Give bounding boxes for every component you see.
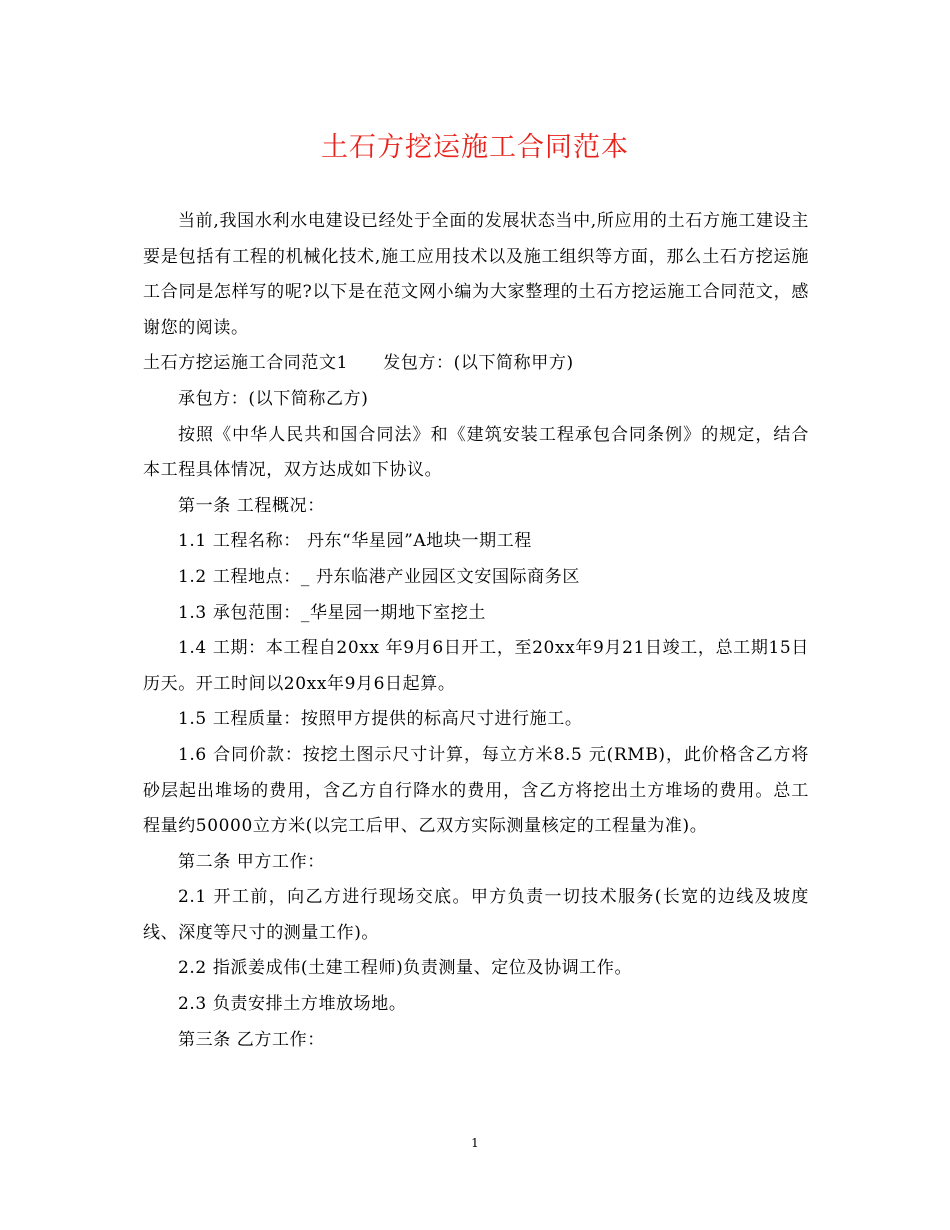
intro-paragraph: 当前,我国水利水电建设已经处于全面的发展状态当中,所应用的土石方施工建设主要是包括有工程的机械化技术,施工应用技术以及施工组织等方面，那么土石方挖运施工合同是怎样写的呢?以下是在范文网小编为大家整理的土石方挖运施工合同范文，感谢您的阅读。 <box>143 211 809 338</box>
page-number: 1 <box>471 1136 479 1150</box>
clause-1-5: 1.5 工程质量：按照甲方提供的标高尺寸进行施工。 <box>178 709 583 730</box>
contractor-line: 承包方：(以下简称乙方) <box>178 388 369 409</box>
article-3-heading: 第三条 乙方工作： <box>178 1029 325 1050</box>
clause-1-2: 1.2 工程地点：_ 丹东临港产业园区文安国际商务区 <box>178 566 580 587</box>
article-2-heading: 第二条 甲方工作： <box>178 851 325 872</box>
clause-1-6: 1.6 合同价款：按挖土图示尺寸计算，每立方米8.5 元(RMB)，此价格含乙方将砂层起出堆场的费用，含乙方自行降水的费用，含乙方将挖出土方堆场的费用。总工程量约50000立方米(以完工后甲、乙双方实际测量核定的工程量为准)。 <box>143 744 809 837</box>
clause-2-3: 2.3 负责安排土方堆放场地。 <box>178 994 407 1015</box>
clause-1-3: 1.3 承包范围：_华星园一期地下室挖土 <box>178 602 486 623</box>
article-1-heading: 第一条 工程概况： <box>178 495 325 516</box>
document-title: 土石方挖运施工合同范本 <box>321 132 629 163</box>
document-body <box>143 204 809 1058</box>
legal-basis-paragraph: 按照《中华人民共和国合同法》和《建筑安装工程承包合同条例》的规定，结合本工程具体情况，双方达成如下协议。 <box>143 424 809 481</box>
clause-1-1: 1.1 工程名称： 丹东“华星园”A地块一期工程 <box>178 531 532 552</box>
clause-2-1: 2.1 开工前，向乙方进行现场交底。甲方负责一切技术服务(长宽的边线及坡度线、深度等尺寸的测量工作)。 <box>143 887 809 943</box>
sample-heading-line: 土石方挖运施工合同范文1 发包方：(以下简称甲方) <box>143 353 574 374</box>
clause-2-2: 2.2 指派姜成伟(土建工程师)负责测量、定位及协调工作。 <box>178 958 633 979</box>
clause-1-4: 1.4 工期：本工程自20xx 年9月6日开工，至20xx年9月21日竣工，总工期15日历天。开工时间以20xx年9月6日起算。 <box>143 638 809 694</box>
